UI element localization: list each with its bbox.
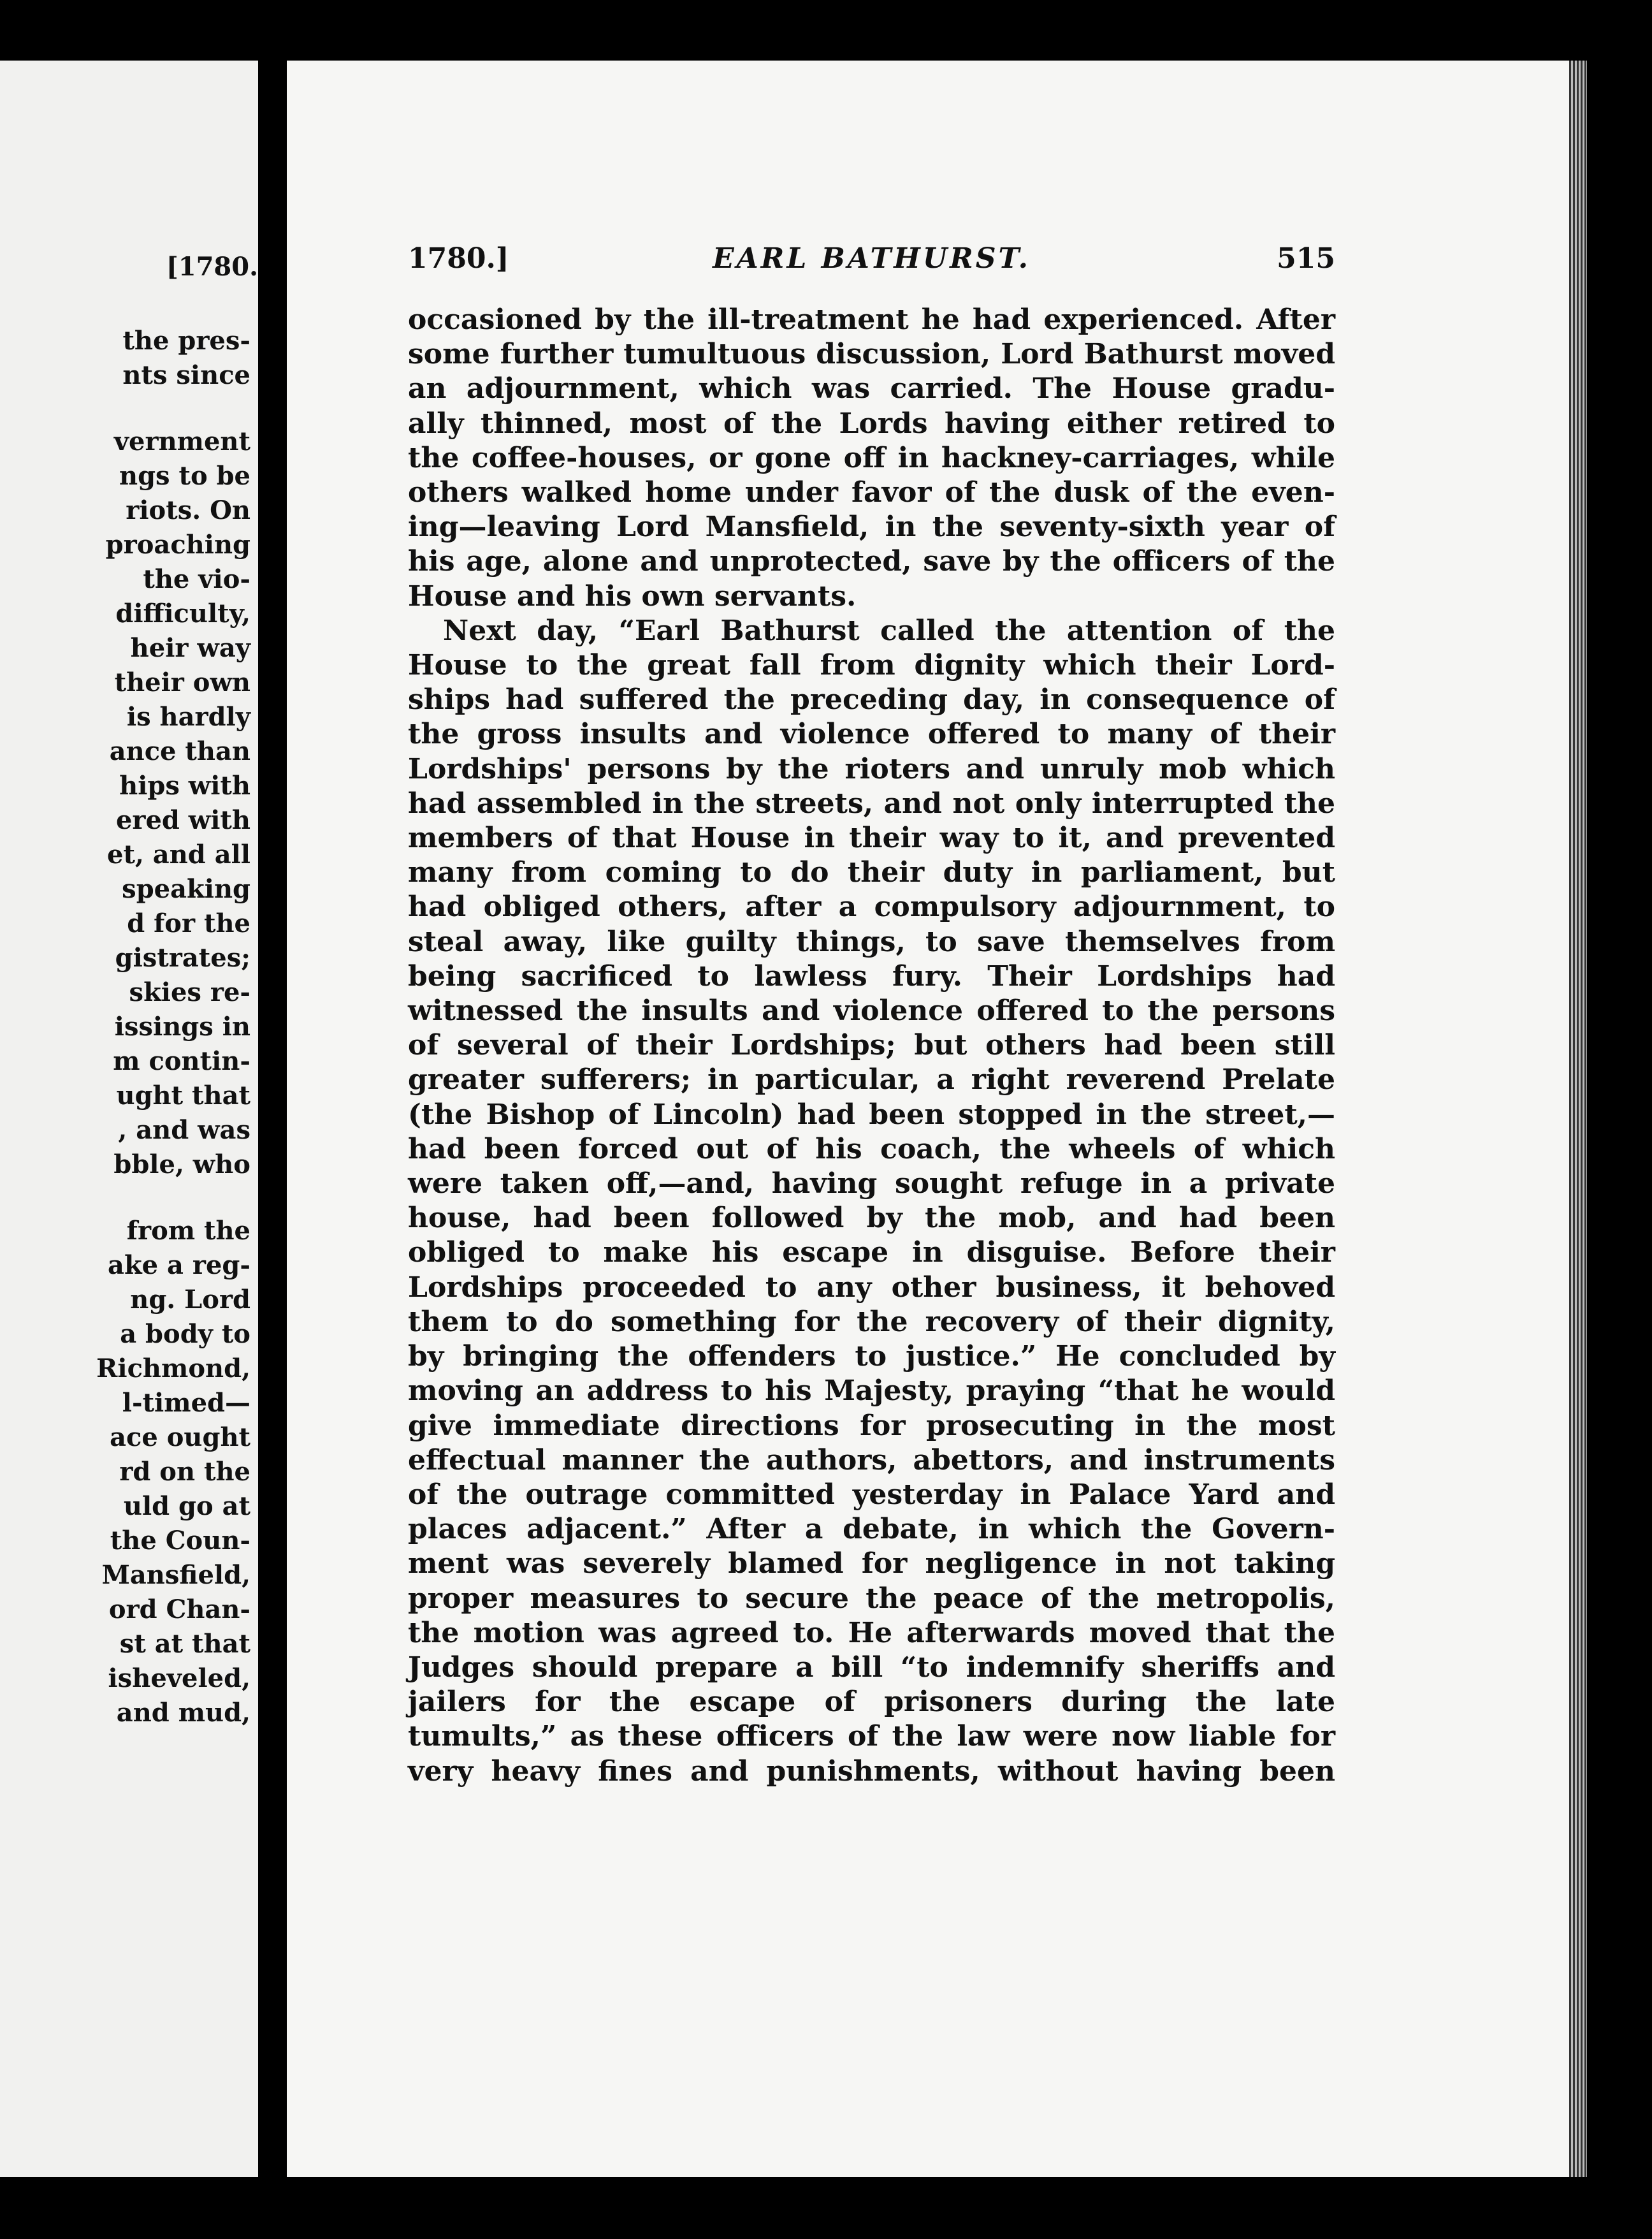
left-page-line: nts since (122, 360, 250, 390)
text-line: (the Bishop of Lincoln) had been stopped in the street,— (408, 1098, 1335, 1131)
left-page-line: skies re- (129, 977, 250, 1007)
left-page-line: Richmond, (96, 1353, 250, 1383)
left-page-line: the vio- (143, 564, 250, 594)
text-line: steal away, like guilty things, to save themselves from (408, 925, 1335, 958)
running-head-year: 1780.] (408, 242, 509, 275)
left-page-line: and mud, (116, 1698, 250, 1728)
text-line: jailers for the escape of prisoners during the late (408, 1686, 1335, 1719)
text-line: places adjacent.” After a debate, in which the Govern- (408, 1513, 1335, 1546)
page-number: 515 (1277, 242, 1335, 275)
left-page-line: ake a reg- (108, 1250, 250, 1280)
left-page-line: the pres- (122, 326, 250, 356)
left-page-line: proaching (105, 530, 250, 560)
left-page-line: et, and all (107, 840, 250, 870)
text-line: Judges should prepare a bill “to indemnify sheriffs and (408, 1651, 1335, 1684)
left-page-line: st at that (119, 1629, 250, 1659)
left-page-line: a body to (120, 1319, 250, 1349)
text-line: some further tumultuous discussion, Lord Bathurst moved (408, 338, 1335, 371)
text-line: give immediate directions for prosecuting in the most (408, 1409, 1335, 1442)
left-page-line: vernment (113, 427, 250, 456)
text-line: an adjournment, which was carried. The House gradu- (408, 372, 1335, 405)
left-page-line: isheveled, (108, 1663, 250, 1693)
text-line: them to do something for the recovery of their dignity, (408, 1305, 1335, 1338)
text-line: the motion was agreed to. He afterwards moved that the (408, 1616, 1335, 1649)
left-page-line: from the (126, 1216, 250, 1246)
text-line: had assembled in the streets, and not only interrupted the (408, 787, 1335, 820)
right-page (287, 61, 1587, 2177)
left-page-line: riots. On (126, 495, 250, 525)
left-page-line: their own (114, 667, 250, 697)
left-page-line: ance than (109, 736, 250, 766)
text-line: Next day, “Earl Bathurst called the attention of the (443, 614, 1335, 647)
left-page-line: ngs to be (119, 461, 250, 491)
left-page-line: ord Chan- (108, 1594, 250, 1624)
text-line: his age, alone and unprotected, save by the officers of the (408, 545, 1335, 578)
text-line: house, had been followed by the mob, and had been (408, 1202, 1335, 1235)
text-line: many from coming to do their duty in parliament, but (408, 856, 1335, 889)
left-page-line: d for the (127, 908, 250, 938)
left-page-line: heir way (130, 633, 250, 663)
text-line: being sacrificed to lawless fury. Their Lordships had (408, 959, 1335, 993)
text-line: proper measures to secure the peace of the metropolis, (408, 1582, 1335, 1615)
text-line: House and his own servants. (408, 580, 857, 613)
text-line: members of that House in their way to it, and prevented (408, 822, 1335, 855)
left-page-line: gistrates; (115, 943, 250, 973)
text-line: were taken off,—and, having sought refuge in a private (408, 1167, 1335, 1200)
left-page-line: l-timed— (122, 1388, 250, 1418)
left-page-running-head: [1780. (166, 252, 258, 282)
left-page-line: ught that (116, 1081, 250, 1111)
text-line: of the outrage committed yesterday in Palace Yard and (408, 1478, 1335, 1511)
left-page-fragment (0, 61, 258, 2177)
page-edge (1569, 61, 1587, 2177)
text-line: had been forced out of his coach, the wheels of which (408, 1132, 1335, 1165)
text-line: occasioned by the ill-treatment he had experienced. After (408, 303, 1335, 336)
text-line: very heavy fines and punishments, without having been (408, 1754, 1335, 1788)
text-line: obliged to make his escape in disguise. Before their (408, 1236, 1335, 1269)
body-text (408, 303, 1335, 1789)
text-line: the coffee-houses, or gone off in hackney-carriages, while (408, 441, 1335, 474)
text-line: effectual manner the authors, abettors, and instruments (408, 1443, 1335, 1477)
text-line: Lordships' persons by the rioters and unruly mob which (408, 752, 1335, 785)
text-line: others walked home under favor of the dusk of the even- (408, 476, 1335, 509)
left-page-line: issings in (114, 1012, 250, 1042)
text-line: moving an address to his Majesty, praying “that he would (408, 1375, 1335, 1408)
left-page-line: uld go at (123, 1491, 250, 1521)
book-gutter (258, 61, 287, 2177)
left-page-line: Mansfield, (101, 1560, 250, 1590)
left-page-line: ace ought (110, 1422, 250, 1452)
left-page-line: bble, who (113, 1149, 250, 1179)
running-head (408, 242, 1335, 281)
left-page-line: ng. Lord (130, 1285, 250, 1315)
left-page-line: the Coun- (110, 1526, 250, 1556)
left-page-line: ered with (115, 805, 250, 835)
text-line: Lordships proceeded to any other business, it behoved (408, 1271, 1335, 1304)
text-line: tumults,” as these officers of the law were now liable for (408, 1720, 1335, 1753)
text-line: greater sufferers; in particular, a right reverend Prelate (408, 1063, 1335, 1097)
text-line: ships had suffered the preceding day, in consequence of (408, 683, 1335, 717)
left-page-line: is hardly (126, 702, 250, 732)
left-page-line: speaking (122, 874, 250, 904)
left-page-line: hips with (119, 771, 250, 801)
left-page-line: rd on the (119, 1457, 250, 1487)
text-line: of several of their Lordships; but others had been still (408, 1029, 1335, 1062)
left-page-line: , and was (118, 1115, 250, 1145)
text-line: ally thinned, most of the Lords having either retired to (408, 407, 1335, 440)
text-line: witnessed the insults and violence offered to the persons (408, 995, 1335, 1028)
text-line: by bringing the offenders to justice.” He concluded by (408, 1340, 1335, 1373)
text-line: ing—leaving Lord Mansfield, in the seventy-sixth year of (408, 511, 1335, 544)
left-page-line: difficulty, (115, 599, 250, 629)
left-page-line: m contin- (113, 1046, 250, 1076)
running-head-title: EARL BATHURST. (713, 242, 1031, 275)
text-line: House to the great fall from dignity which their Lord- (408, 649, 1335, 682)
text-line: had obliged others, after a compulsory adjournment, to (408, 891, 1335, 924)
text-line: the gross insults and violence offered to many of their (408, 718, 1335, 751)
text-line: ment was severely blamed for negligence in not taking (408, 1547, 1335, 1580)
